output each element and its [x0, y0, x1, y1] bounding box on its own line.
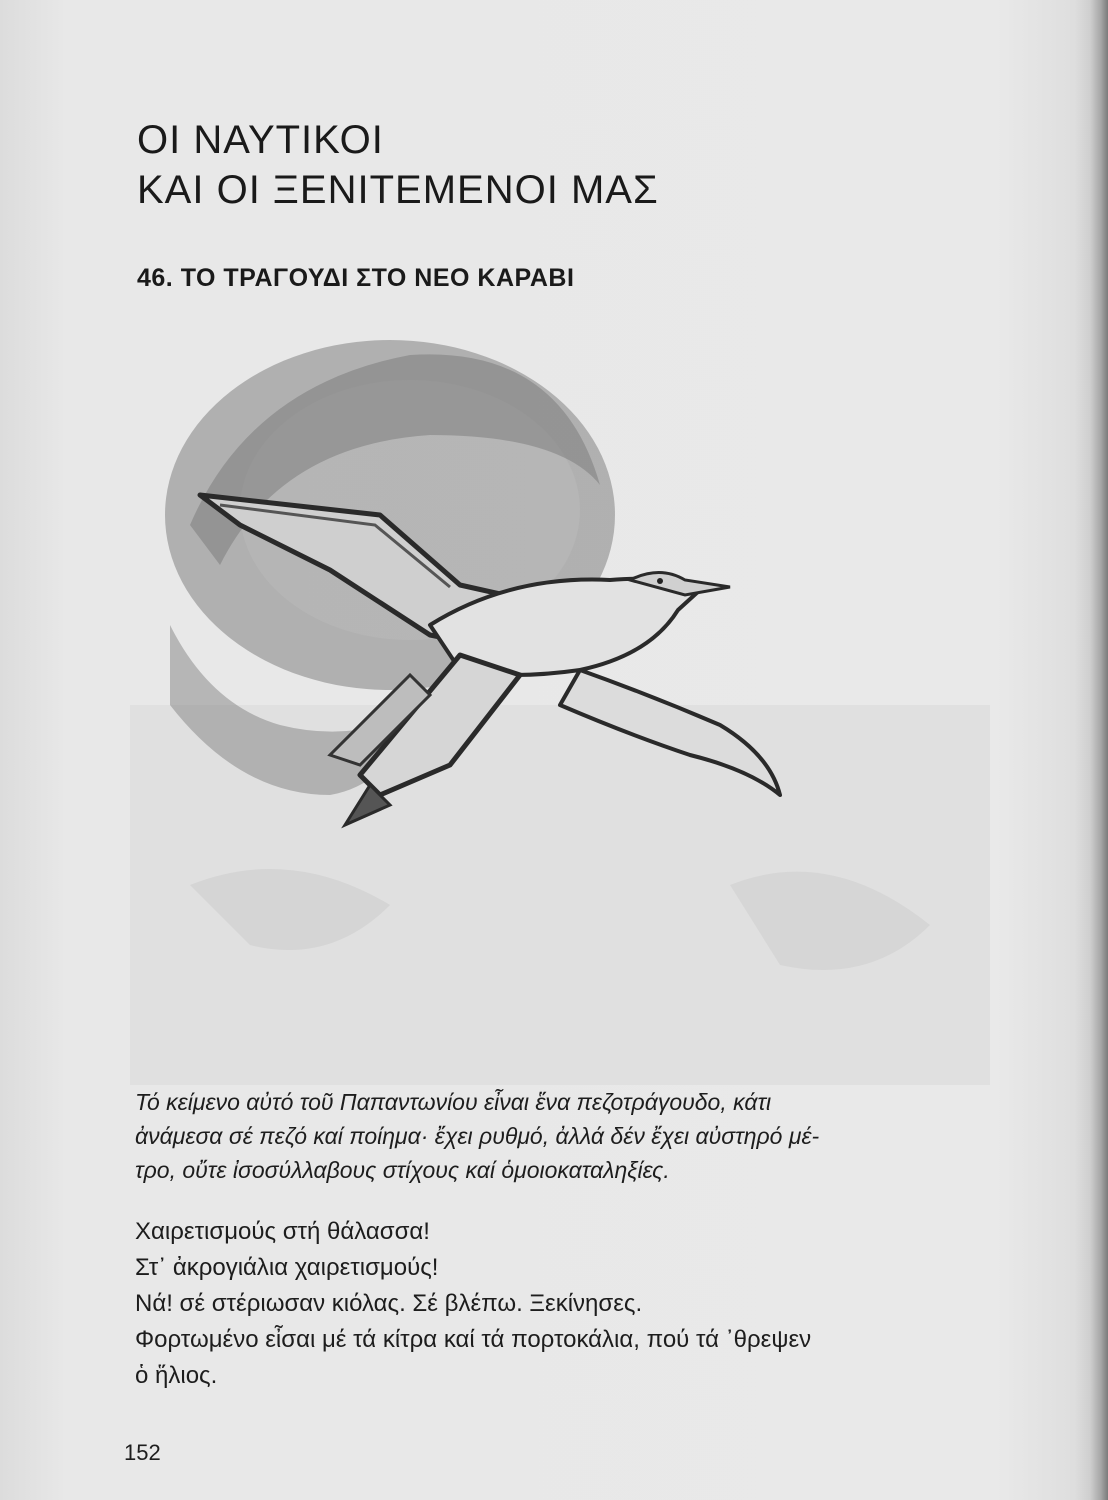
poem-line: Νά! σέ στέριωσαν κιόλας. Σέ βλέπω. Ξεκίνησες.	[135, 1290, 643, 1317]
poem-line: Στ᾿ ἀκρογιάλια χαιρετισμούς!	[135, 1254, 439, 1281]
seagull-illustration	[130, 325, 990, 1085]
intro-line: Τό κείμενο αὐτό τοῦ Παπαντωνίου εἶναι ἕνα πεζοτράγουδο, κάτι	[135, 1089, 772, 1115]
intro-line: τρο, οὔτε ἰσοσύλλαβους στίχους καί ὁμοιοκαταληξίες.	[135, 1157, 670, 1183]
poem-line: ὁ ἥλιος.	[135, 1362, 218, 1389]
poem-line: Χαιρετισμούς στή θάλασσα!	[135, 1218, 430, 1245]
section-title	[137, 115, 659, 215]
section-title-line-2: ΚΑΙ ΟΙ ΞΕΝΙΤΕΜΕΝΟΙ ΜΑΣ	[137, 168, 659, 212]
lesson-title: 46. ΤΟ ΤΡΑΓΟΥΔΙ ΣΤΟ ΝΕΟ ΚΑΡΑΒΙ	[137, 264, 575, 292]
intro-paragraph	[135, 1085, 985, 1187]
section-title-line-1: ΟΙ ΝΑΥΤΙΚΟΙ	[137, 118, 384, 162]
intro-line: ἀνάμεσα σέ πεζό καί ποίημα· ἔχει ρυθμό, ἀλλά δέν ἔχει αὐστηρό μέ-	[135, 1123, 820, 1149]
poem-text	[135, 1214, 985, 1394]
page-number: 152	[124, 1440, 161, 1465]
poem-line: Φορτωμένο εἶσαι μέ τά κίτρα καί τά πορτοκάλια, πού τά ᾿θρεψεν	[135, 1326, 812, 1353]
page-edge-shadow	[1090, 0, 1108, 1500]
